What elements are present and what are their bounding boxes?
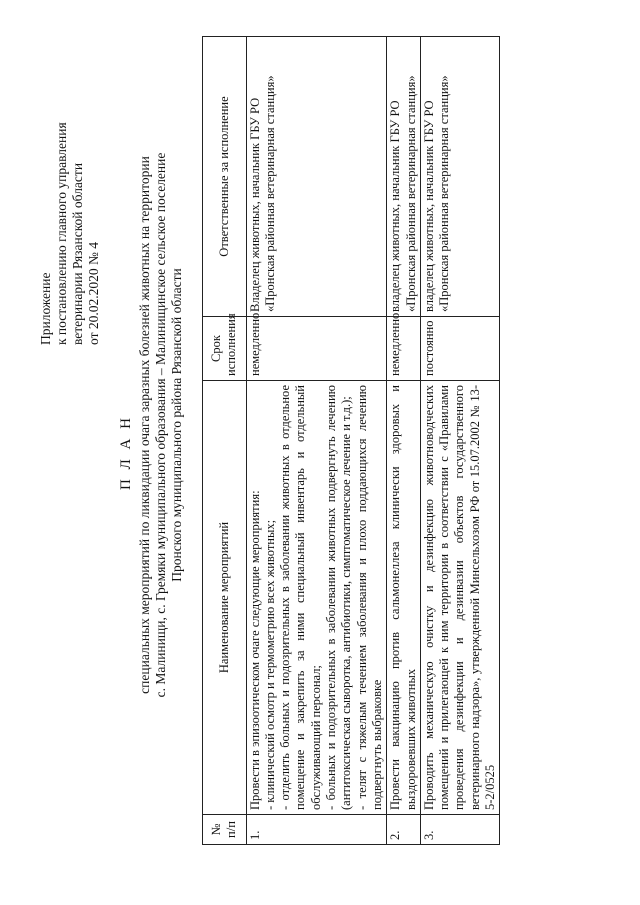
header-num: № п/п	[203, 815, 247, 845]
subtitle-line: Пронского муниципального района Рязанской области	[169, 268, 184, 582]
row-responsible: Владелец животных, начальник ГБУ РО «Пронская районная ветеринарная станция»	[246, 37, 387, 317]
subtitle-line: специальных мероприятий по ликвидации очага заразных болезней животных на территории	[137, 156, 152, 694]
appendix-line: Приложение	[38, 272, 53, 345]
document-title: П Л А Н	[118, 415, 134, 490]
appendix-line: от 20.02.2020 № 4	[86, 242, 101, 345]
table-row	[246, 37, 387, 845]
action-line: - отделить больных и подозрительных в заболевании животных в отдельное помещение и закрепить за ними специальный инвентарь и отдельный обслуживающий персонал;	[278, 385, 323, 810]
action-line: Провести в эпизоотическом очаге следующие мероприятия:	[247, 490, 262, 810]
action-line: Провести вакцинацию против сальмонеллеза клинически здоровых и выздоровевших животных	[388, 385, 418, 810]
header-responsible: Ответственные за исполнение	[203, 37, 247, 317]
header-action: Наименование мероприятий	[203, 381, 247, 815]
row-num: 2.	[387, 815, 421, 845]
appendix-line: ветеринарии Рязанской области	[70, 162, 85, 345]
action-line: - клинический осмотр и термометрию всех животных;	[262, 519, 277, 810]
action-line: - телят с тяжелым течением заболевания и плохо поддающихся лечению подвергнуть выбраковке	[354, 385, 384, 810]
table-row	[387, 37, 421, 845]
row-action	[387, 381, 421, 815]
appendix-line: к постановлению главного управления	[54, 122, 69, 345]
row-term: немедленно	[246, 317, 387, 381]
row-term: немедленно	[387, 317, 421, 381]
row-num: 1.	[246, 815, 387, 845]
table-header-row	[203, 37, 247, 845]
row-responsible: владелец животных, начальник ГБУ РО «Пронская районная ветеринарная станция»	[420, 37, 499, 317]
document-subtitle	[137, 25, 185, 825]
table-row	[420, 37, 499, 845]
row-responsible: владелец животных, начальник ГБУ РО «Пронская районная ветеринарная станция»	[387, 37, 421, 317]
action-line: Проводить механическую очистку и дезинфекцию животноводческих помещений и прилегающей к ним территории в соответствии с «Правилами проведения дезинфекции и дезинвазии объектов государственного ветеринарного надзора», утвержденной Минсельхозом РФ от 15.07.2002 № 13-5-2/0525	[421, 385, 498, 810]
header-term: Срок исполнения	[203, 317, 247, 381]
action-line: - больных и подозрительных в заболевании животных подвергнуть лечению (антитоксическая сыворотка, антибиотики, симптоматическое лечение и т.д.);	[324, 385, 354, 810]
plan-table	[202, 36, 500, 845]
row-action	[246, 381, 387, 815]
row-term: постоянно	[420, 317, 499, 381]
row-num: 3.	[420, 815, 499, 845]
row-action	[420, 381, 499, 815]
subtitle-line: с. Малинищи, с. Гремяки муниципального образования – Малинищинское сельское поселение	[153, 152, 168, 698]
appendix-block	[38, 15, 102, 345]
